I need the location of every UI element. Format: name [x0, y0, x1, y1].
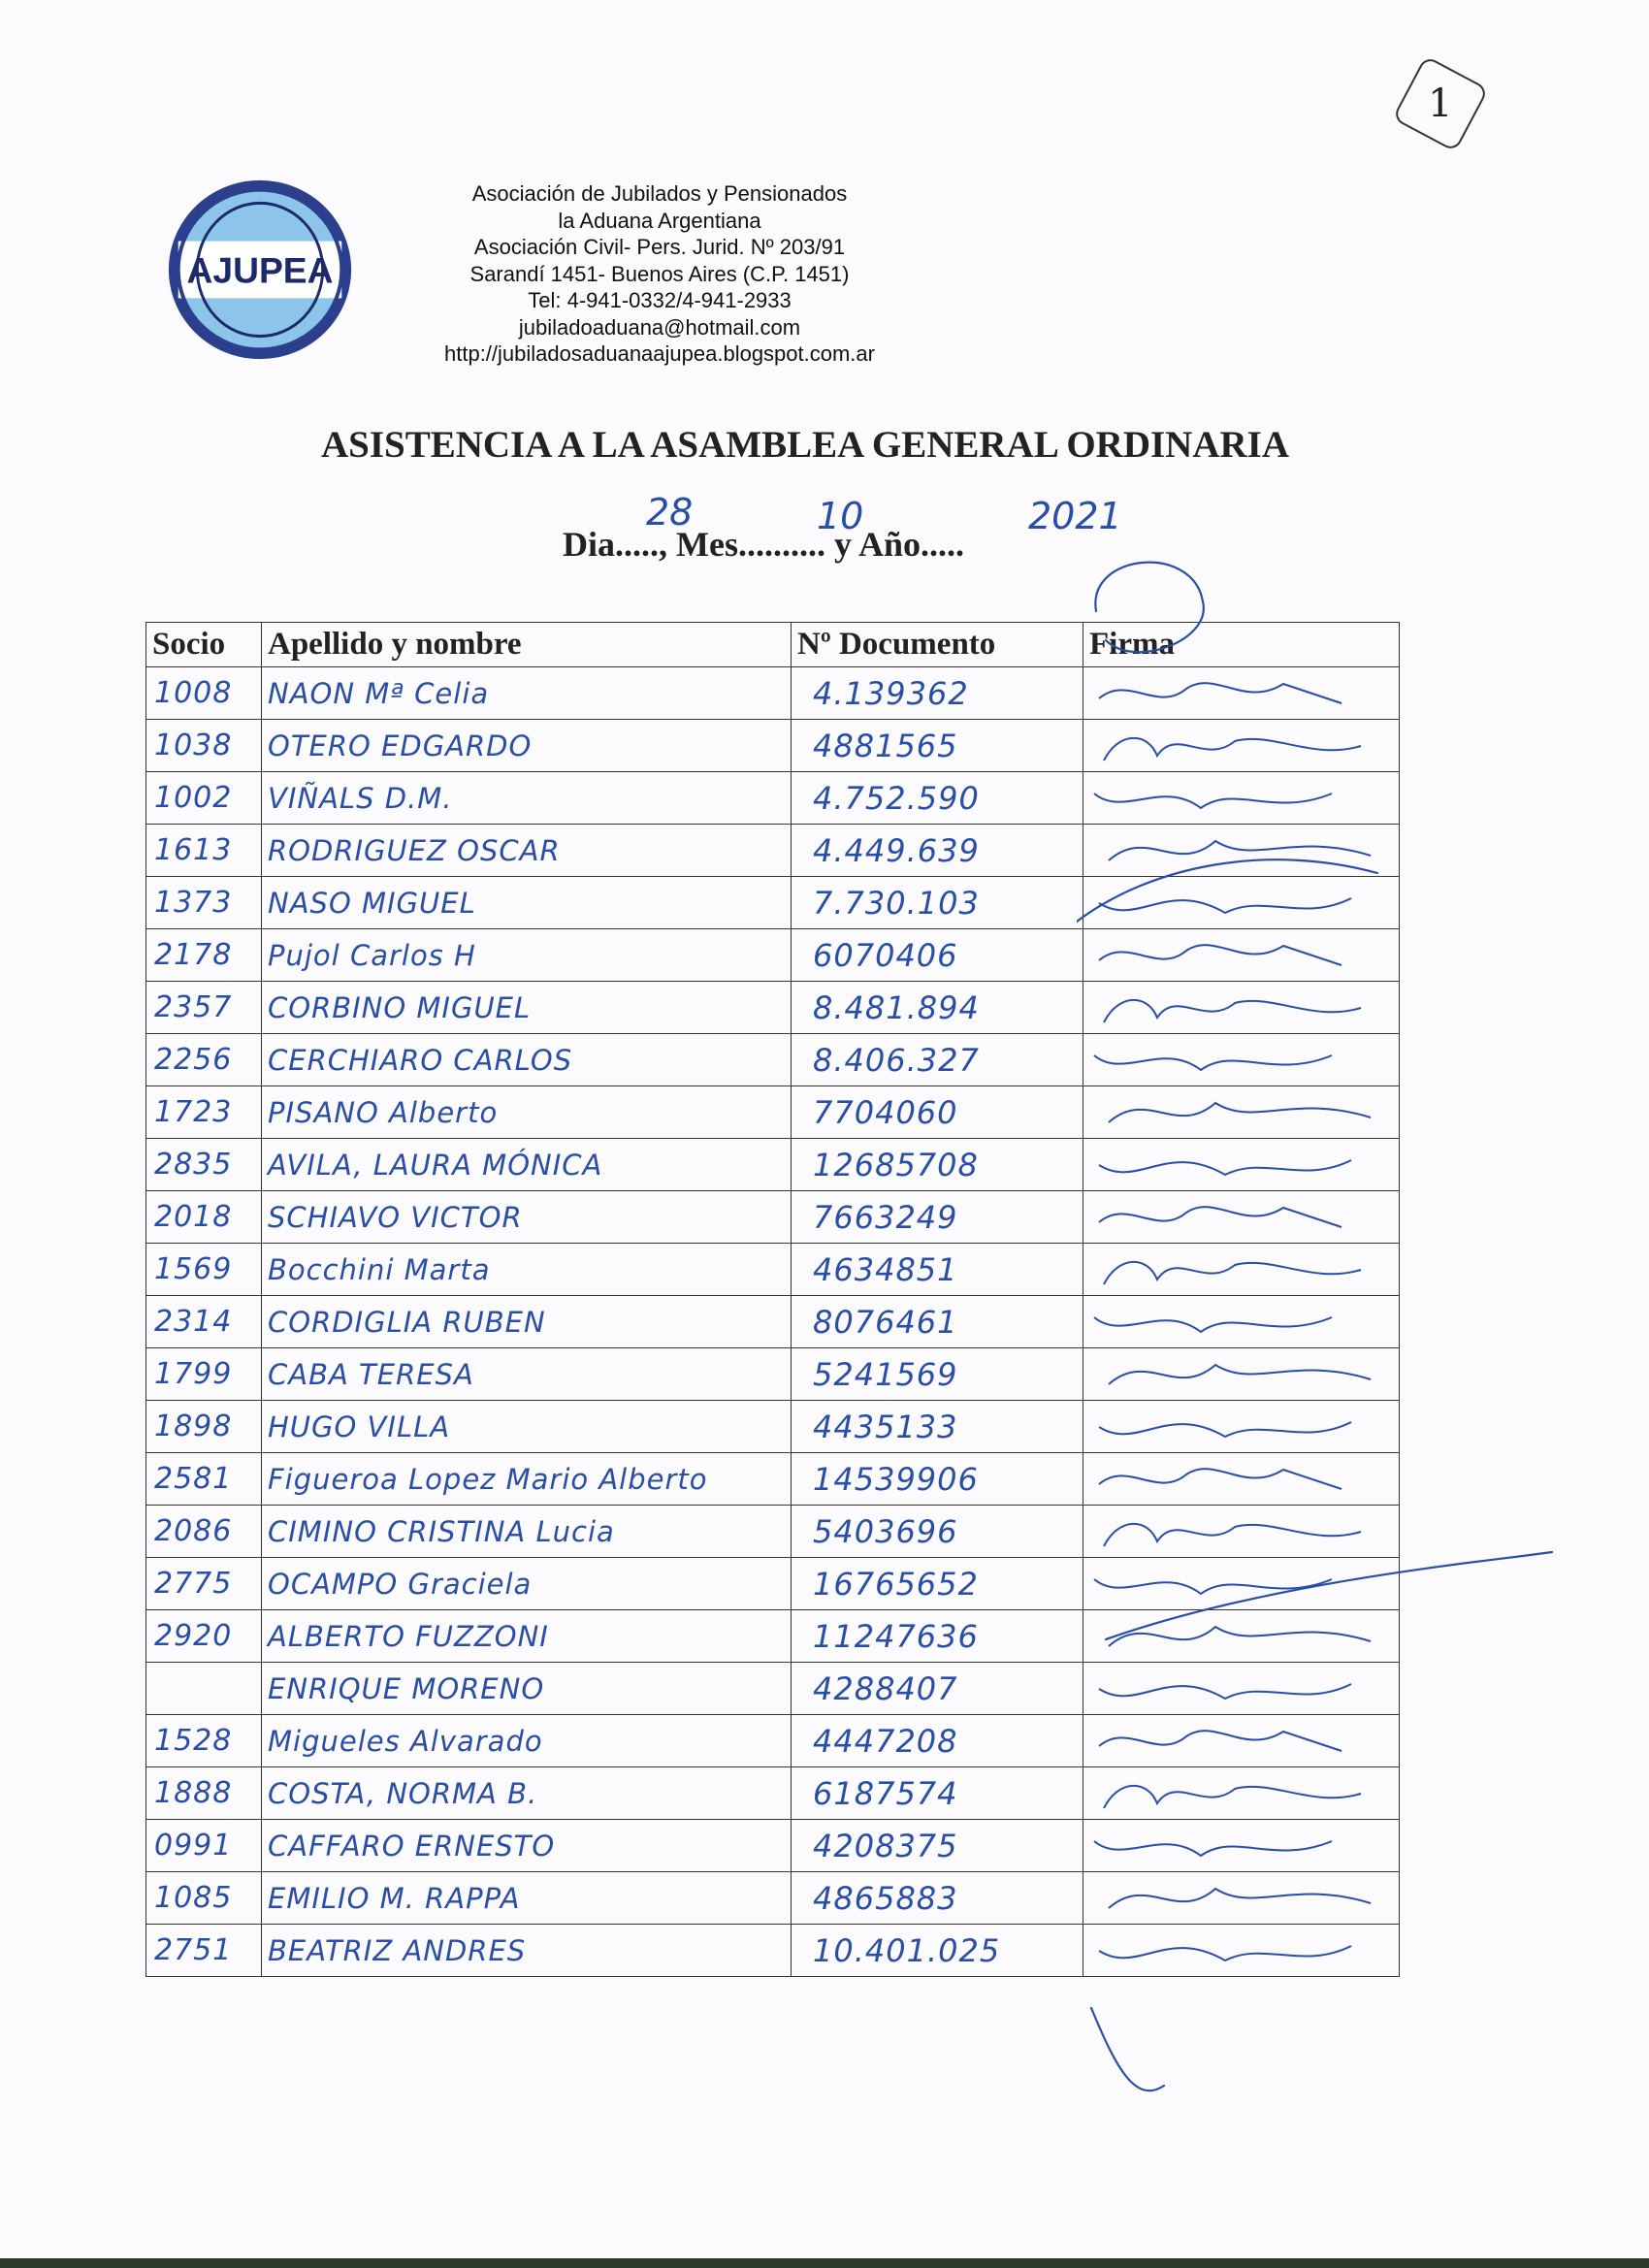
table-row — [146, 1715, 1400, 1767]
handwritten-signature — [1089, 1612, 1380, 1661]
signature-stroke-tail — [1091, 2008, 1164, 2090]
signature-stroke — [1094, 1055, 1332, 1070]
document-cell: 12685708 — [792, 1139, 1083, 1191]
table-row — [146, 720, 1400, 772]
table-row — [146, 1139, 1400, 1191]
month-label: Mes.......... — [676, 525, 825, 564]
handwritten-signature — [1089, 879, 1380, 927]
handwritten-signature — [1089, 669, 1380, 718]
signature-stroke — [1104, 999, 1361, 1021]
socio-cell: 2357 — [146, 982, 262, 1034]
attendance-rows — [146, 667, 1400, 1977]
signature-cell — [1083, 1925, 1400, 1977]
signature-stroke — [1099, 1469, 1342, 1489]
signature-cell — [1083, 1244, 1400, 1296]
signature-cell — [1083, 877, 1400, 929]
document-cell: 6070406 — [792, 929, 1083, 982]
name-cell: OCAMPO Graciela — [262, 1558, 792, 1610]
name-cell: VIÑALS D.M. — [262, 772, 792, 825]
name-cell: Figueroa Lopez Mario Alberto — [262, 1453, 792, 1506]
org-name-2: la Aduana Argentiana — [558, 208, 761, 233]
name-cell: RODRIGUEZ OSCAR — [262, 825, 792, 877]
handwritten-signature — [1089, 1350, 1380, 1399]
table-row — [146, 1820, 1400, 1872]
signature-stroke — [1099, 1731, 1342, 1751]
document-cell: 4634851 — [792, 1244, 1083, 1296]
document-cell: 4865883 — [792, 1872, 1083, 1925]
name-cell: Pujol Carlos H — [262, 929, 792, 982]
document-cell: 6187574 — [792, 1767, 1083, 1820]
date-line — [563, 524, 964, 565]
signature-stroke — [1099, 1422, 1351, 1437]
handwritten-signature — [1089, 1665, 1380, 1713]
signature-cell — [1083, 825, 1400, 877]
handwritten-signature — [1089, 1560, 1380, 1608]
handwritten-signature — [1089, 774, 1380, 823]
signature-cell — [1083, 1506, 1400, 1558]
document-cell: 8076461 — [792, 1296, 1083, 1348]
document-cell: 14539906 — [792, 1453, 1083, 1506]
socio-cell: 2086 — [146, 1506, 262, 1558]
handwritten-signature — [1089, 1455, 1380, 1504]
name-cell: ALBERTO FUZZONI — [262, 1610, 792, 1663]
table-row — [146, 1872, 1400, 1925]
table-row — [146, 1244, 1400, 1296]
signature-stroke — [1099, 1207, 1342, 1227]
signature-cell — [1083, 1872, 1400, 1925]
header-socio: Socio — [146, 623, 262, 667]
name-cell: PISANO Alberto — [262, 1086, 792, 1139]
handwritten-signature — [1089, 1141, 1380, 1189]
table-row — [146, 772, 1400, 825]
signature-cell — [1083, 1610, 1400, 1663]
name-cell: NASO MIGUEL — [262, 877, 792, 929]
organization-header — [388, 180, 931, 368]
header-firma: Firma — [1083, 623, 1400, 667]
table-row — [146, 1663, 1400, 1715]
ajupea-logo — [165, 175, 355, 365]
signature-cell — [1083, 667, 1400, 720]
handwritten-signature — [1089, 1246, 1380, 1294]
socio-cell: 2751 — [146, 1925, 262, 1977]
socio-cell: 1002 — [146, 772, 262, 825]
signature-cell — [1083, 1558, 1400, 1610]
handwritten-signature — [1089, 722, 1380, 770]
signature-cell — [1083, 1191, 1400, 1244]
table-row — [146, 982, 1400, 1034]
name-cell: CERCHIARO CARLOS — [262, 1034, 792, 1086]
org-address: Sarandí 1451- Buenos Aires (C.P. 1451) — [469, 261, 850, 286]
signature-stroke — [1099, 945, 1342, 965]
document-cell: 11247636 — [792, 1610, 1083, 1663]
signature-stroke — [1094, 1841, 1332, 1856]
socio-cell — [146, 1663, 262, 1715]
day-label: Dia....., — [563, 525, 667, 564]
table-row — [146, 877, 1400, 929]
org-website: http://jubiladosaduanaajupea.blogspot.com.ar — [444, 341, 875, 366]
name-cell: CORDIGLIA RUBEN — [262, 1296, 792, 1348]
handwritten-signature — [1089, 1403, 1380, 1451]
table-row — [146, 1506, 1400, 1558]
socio-cell: 1373 — [146, 877, 262, 929]
document-cell: 7.730.103 — [792, 877, 1083, 929]
scan-edge — [0, 2258, 1649, 2268]
signature-stroke — [1109, 1889, 1371, 1908]
signature-cell — [1083, 1663, 1400, 1715]
table-row — [146, 1767, 1400, 1820]
socio-cell: 0991 — [146, 1820, 262, 1872]
name-cell: OTERO EDGARDO — [262, 720, 792, 772]
table-row — [146, 825, 1400, 877]
header-nombre: Apellido y nombre — [262, 623, 792, 667]
handwritten-signature — [1089, 1717, 1380, 1766]
name-cell: CIMINO CRISTINA Lucia — [262, 1506, 792, 1558]
name-cell: EMILIO M. RAPPA — [262, 1872, 792, 1925]
document-cell: 7663249 — [792, 1191, 1083, 1244]
signature-stroke — [1099, 1946, 1351, 1960]
page-number: 1 — [1392, 55, 1489, 152]
document-cell: 4.752.590 — [792, 772, 1083, 825]
table-row — [146, 1191, 1400, 1244]
org-name: Asociación de Jubilados y Pensionados — [471, 181, 848, 206]
socio-cell: 2775 — [146, 1558, 262, 1610]
handwritten-signature — [1089, 1088, 1380, 1137]
name-cell: NAON Mª Celia — [262, 667, 792, 720]
table-row — [146, 1348, 1400, 1401]
handwritten-signature — [1089, 1769, 1380, 1818]
table-header-row — [146, 623, 1400, 667]
name-cell: CABA TERESA — [262, 1348, 792, 1401]
document-cell: 4.139362 — [792, 667, 1083, 720]
socio-cell: 2314 — [146, 1296, 262, 1348]
year-label: y Año..... — [833, 525, 965, 564]
document-cell: 4447208 — [792, 1715, 1083, 1767]
socio-cell: 2835 — [146, 1139, 262, 1191]
signature-stroke — [1109, 841, 1371, 860]
socio-cell: 2581 — [146, 1453, 262, 1506]
socio-cell: 2178 — [146, 929, 262, 982]
handwritten-signature — [1089, 931, 1380, 980]
name-cell: BEATRIZ ANDRES — [262, 1925, 792, 1977]
signature-cell — [1083, 1296, 1400, 1348]
table-row — [146, 1453, 1400, 1506]
handwritten-signature — [1089, 984, 1380, 1032]
signature-stroke — [1104, 1261, 1361, 1283]
signature-cell — [1083, 1086, 1400, 1139]
document-cell: 10.401.025 — [792, 1925, 1083, 1977]
handwritten-signature — [1089, 1874, 1380, 1923]
signature-cell — [1083, 1034, 1400, 1086]
document-cell: 7704060 — [792, 1086, 1083, 1139]
socio-cell: 1613 — [146, 825, 262, 877]
date-year-value: 2021 — [1028, 495, 1122, 537]
attendance-table — [146, 622, 1400, 1977]
document-cell: 4208375 — [792, 1820, 1083, 1872]
signature-stroke — [1104, 1785, 1361, 1807]
socio-cell: 1799 — [146, 1348, 262, 1401]
name-cell: Bocchini Marta — [262, 1244, 792, 1296]
signature-stroke — [1099, 1160, 1351, 1175]
signature-stroke — [1099, 683, 1342, 703]
socio-cell: 1898 — [146, 1401, 262, 1453]
table-row — [146, 1558, 1400, 1610]
name-cell: CORBINO MIGUEL — [262, 982, 792, 1034]
document-cell: 4.449.639 — [792, 825, 1083, 877]
document-cell: 4435133 — [792, 1401, 1083, 1453]
socio-cell: 1723 — [146, 1086, 262, 1139]
org-phone: Tel: 4-941-0332/4-941-2933 — [528, 288, 792, 312]
document-title: ASISTENCIA A LA ASAMBLEA GENERAL ORDINARIA — [320, 424, 1290, 466]
signature-stroke — [1109, 1365, 1371, 1384]
signature-cell — [1083, 1348, 1400, 1401]
org-legal: Asociación Civil- Pers. Jurid. Nº 203/91 — [473, 235, 846, 259]
signature-cell — [1083, 1715, 1400, 1767]
socio-cell: 1085 — [146, 1872, 262, 1925]
date-month-value: 10 — [817, 495, 864, 537]
signature-cell — [1083, 929, 1400, 982]
name-cell: HUGO VILLA — [262, 1401, 792, 1453]
handwritten-signature — [1089, 826, 1380, 875]
signature-stroke — [1104, 737, 1361, 760]
document-cell: 4288407 — [792, 1663, 1083, 1715]
signature-stroke — [1109, 1627, 1371, 1646]
socio-cell: 1008 — [146, 667, 262, 720]
signature-stroke — [1099, 898, 1351, 913]
handwritten-signature — [1089, 1193, 1380, 1242]
name-cell: SCHIAVO VICTOR — [262, 1191, 792, 1244]
document-cell: 5403696 — [792, 1506, 1083, 1558]
signature-cell — [1083, 772, 1400, 825]
signature-stroke — [1094, 794, 1332, 808]
svg-text:AJUPEA: AJUPEA — [186, 249, 334, 291]
socio-cell: 1528 — [146, 1715, 262, 1767]
org-email: jubiladoaduana@hotmail.com — [518, 314, 801, 340]
name-cell: CAFFARO ERNESTO — [262, 1820, 792, 1872]
table-row — [146, 1086, 1400, 1139]
socio-cell: 2018 — [146, 1191, 262, 1244]
socio-cell: 1038 — [146, 720, 262, 772]
socio-cell: 2920 — [146, 1610, 262, 1663]
document-cell: 8.481.894 — [792, 982, 1083, 1034]
table-row — [146, 1296, 1400, 1348]
header-documento: Nº Documento — [792, 623, 1083, 667]
signature-cell — [1083, 1453, 1400, 1506]
table-row — [146, 1925, 1400, 1977]
table-row — [146, 1034, 1400, 1086]
signature-cell — [1083, 1767, 1400, 1820]
socio-cell: 1888 — [146, 1767, 262, 1820]
date-day-value: 28 — [646, 491, 694, 534]
handwritten-signature — [1089, 1036, 1380, 1085]
socio-cell: 2256 — [146, 1034, 262, 1086]
table-row — [146, 1610, 1400, 1663]
table-row — [146, 667, 1400, 720]
handwritten-signature — [1089, 1507, 1380, 1556]
signature-cell — [1083, 1401, 1400, 1453]
signature-cell — [1083, 982, 1400, 1034]
name-cell: COSTA, NORMA B. — [262, 1767, 792, 1820]
handwritten-signature — [1089, 1298, 1380, 1346]
signature-stroke — [1094, 1579, 1332, 1594]
signature-stroke — [1109, 1103, 1371, 1122]
handwritten-signature — [1089, 1822, 1380, 1870]
signature-stroke — [1104, 1523, 1361, 1545]
name-cell: AVILA, LAURA MÓNICA — [262, 1139, 792, 1191]
signature-cell — [1083, 1820, 1400, 1872]
name-cell: Migueles Alvarado — [262, 1715, 792, 1767]
signature-cell — [1083, 1139, 1400, 1191]
socio-cell: 1569 — [146, 1244, 262, 1296]
table-row — [146, 1401, 1400, 1453]
document-cell: 16765652 — [792, 1558, 1083, 1610]
document-cell: 4881565 — [792, 720, 1083, 772]
signature-stroke — [1099, 1684, 1351, 1699]
signature-stroke — [1094, 1317, 1332, 1332]
handwritten-signature — [1089, 1927, 1380, 1975]
document-cell: 5241569 — [792, 1348, 1083, 1401]
signature-cell — [1083, 720, 1400, 772]
name-cell: ENRIQUE MORENO — [262, 1663, 792, 1715]
table-row — [146, 929, 1400, 982]
document-cell: 8.406.327 — [792, 1034, 1083, 1086]
